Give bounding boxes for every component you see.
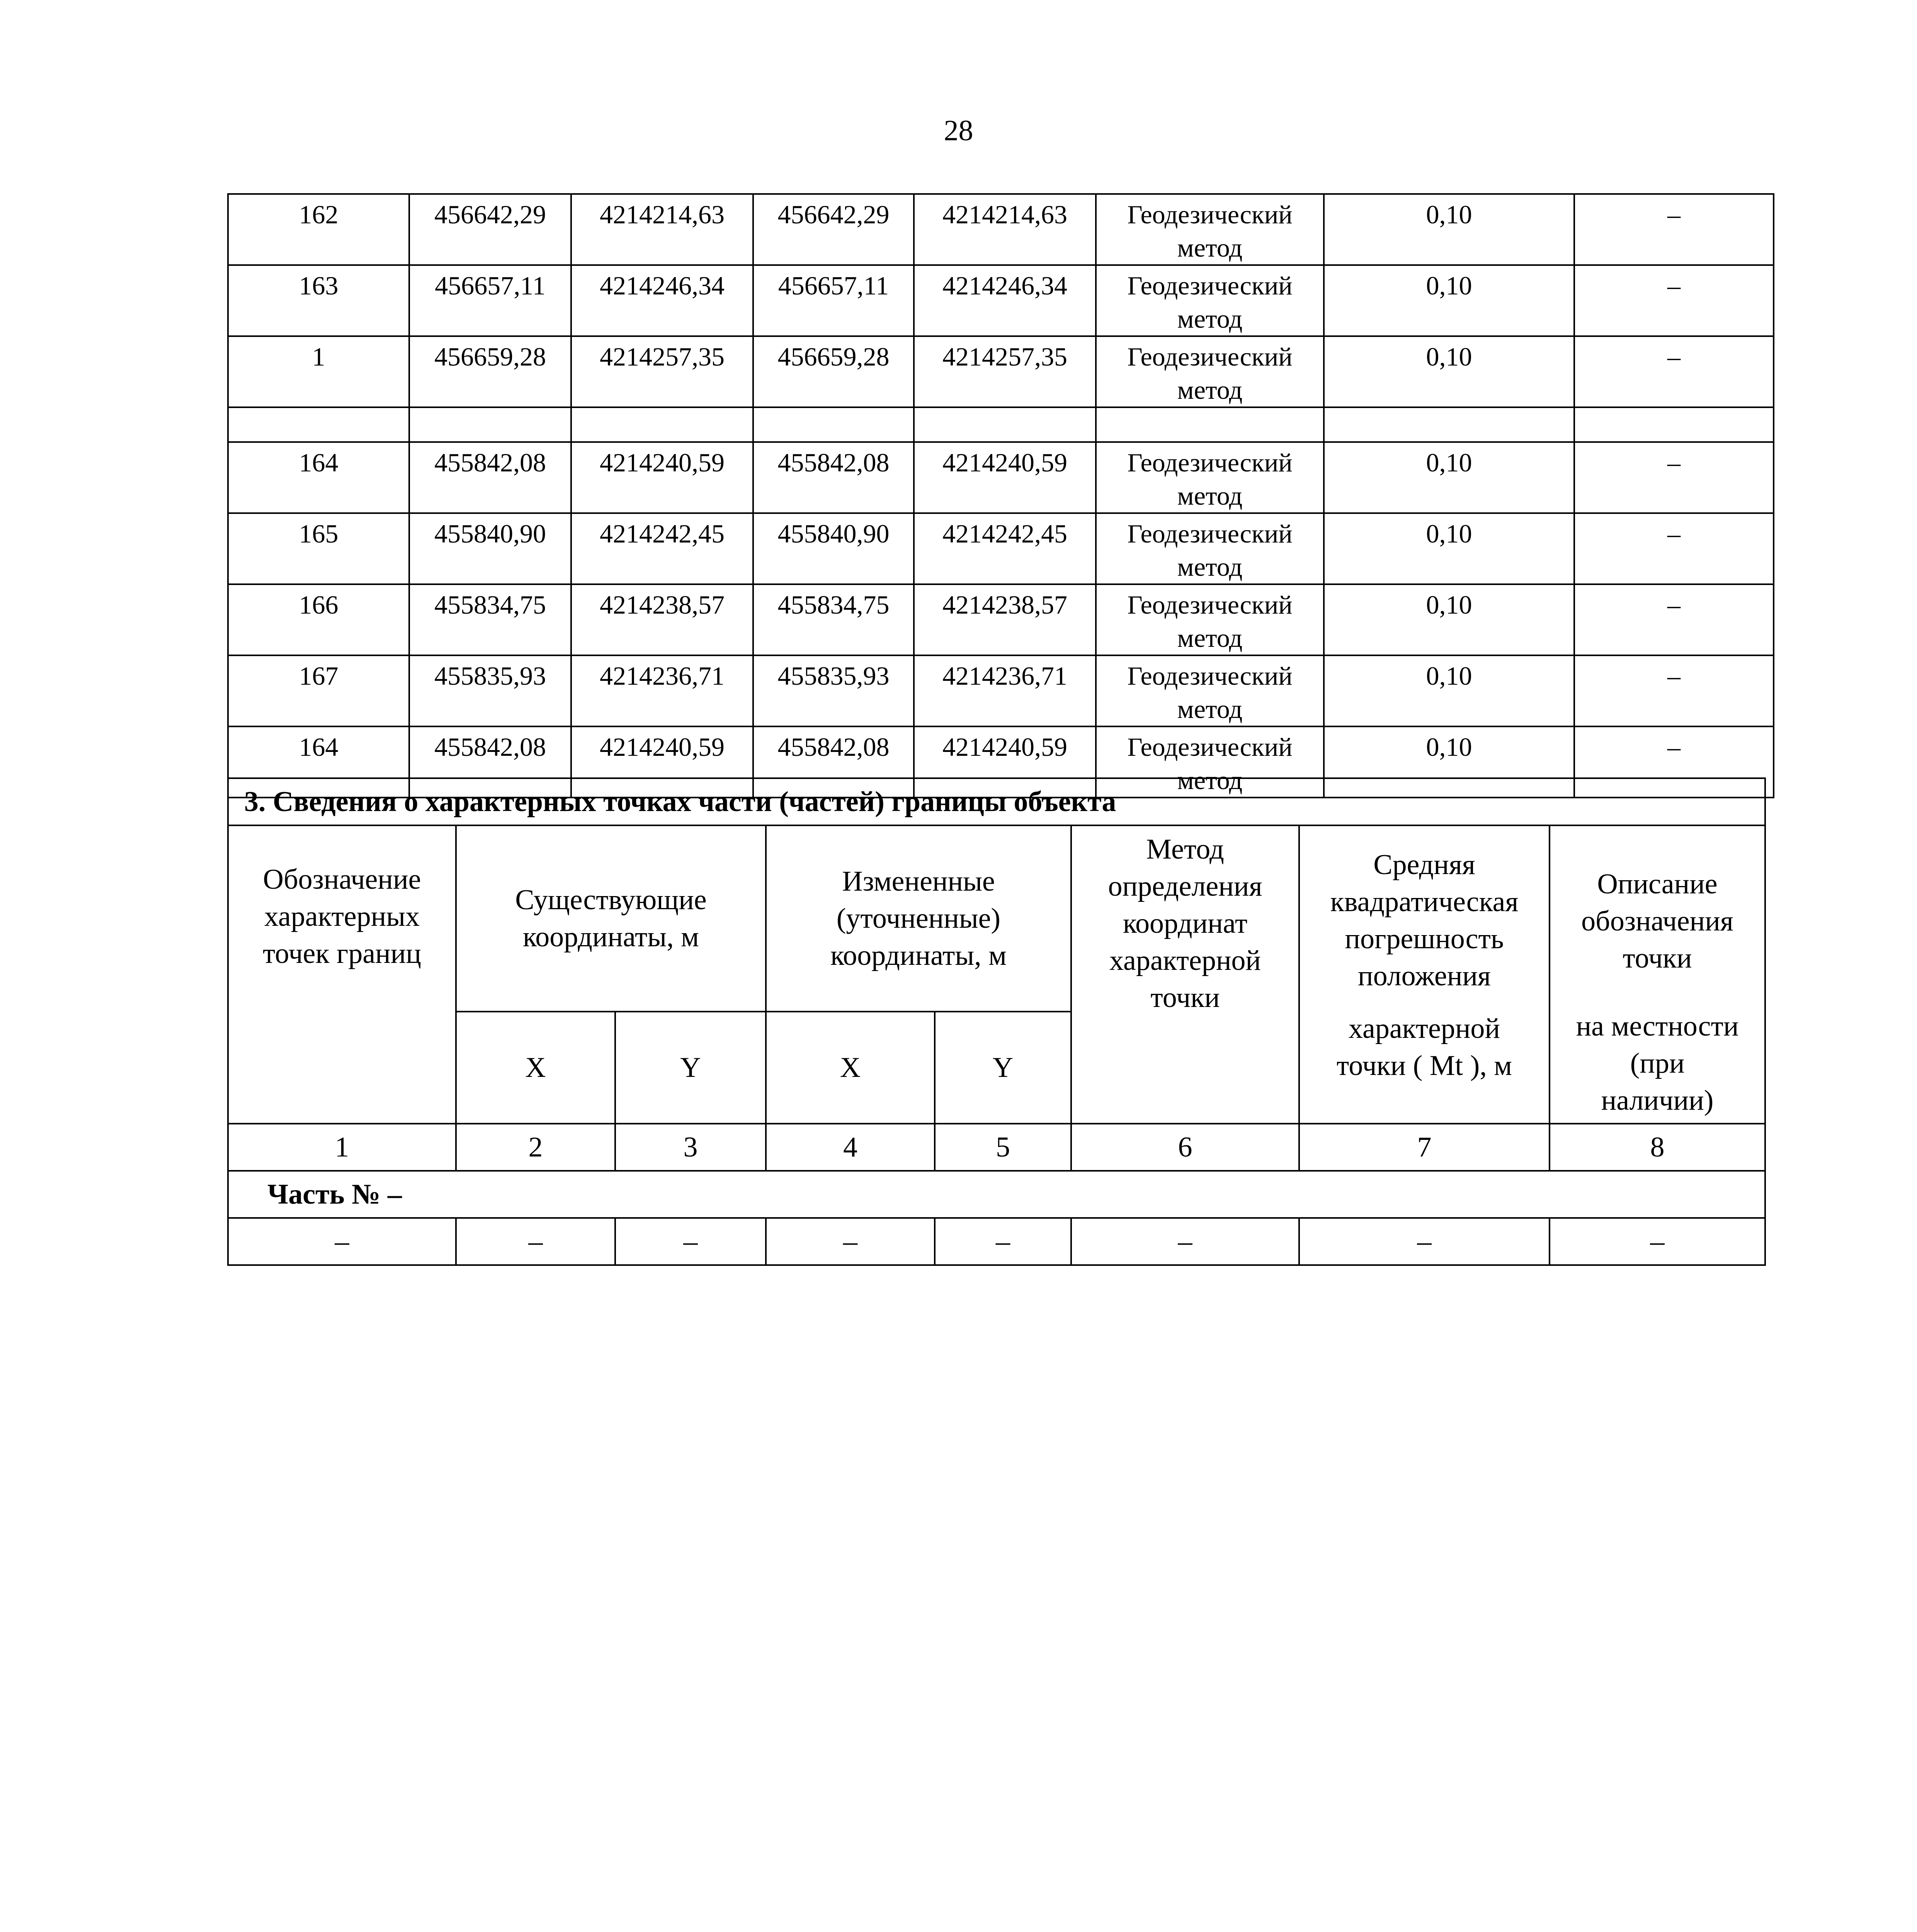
header-mean-error-top: Средняя квадратическая погрешность положения [1330,849,1519,992]
table-cell: Геодезический метод [1096,265,1324,336]
header-point-description-top: Описание обозначения точки [1581,868,1733,974]
table-cell: 455835,93 [753,655,914,726]
table-cell: 4214214,63 [914,194,1096,265]
header-changed-x: X [766,1012,935,1124]
table-row [228,265,1774,336]
header-point-description [1550,825,1765,1124]
table-cell: 164 [228,726,409,798]
table-cell: – [1574,655,1774,726]
table-cell: 163 [228,265,409,336]
table-cell: 4214246,34 [571,265,753,336]
table-cell: 0,10 [1324,513,1574,584]
table-cell: 4214238,57 [914,584,1096,655]
table-cell: 455834,75 [409,584,571,655]
header-changed-coordinates: Измененные (уточненные) координаты, м [766,825,1071,1012]
header-point-description-bottom: на местности (при наличии) [1576,1010,1739,1116]
table-cell: 4214257,35 [571,336,753,407]
table-cell: 1 [228,336,409,407]
table-cell: 0,10 [1324,194,1574,265]
table-cell: – [1574,336,1774,407]
table-cell: 4214236,71 [571,655,753,726]
header-existing-y: Y [615,1012,766,1124]
table-cell: 0,10 [1324,265,1574,336]
table-cell: – [1071,1218,1299,1265]
header-point-designation: Обозначение характерных точек границ [228,825,456,1124]
table-cell: 0,10 [1324,584,1574,655]
table-cell: 0,10 [1324,336,1574,407]
table-cell: 456642,29 [753,194,914,265]
page-number: 28 [944,114,973,147]
table-cell: – [1550,1218,1765,1265]
header-mean-error [1299,825,1550,1124]
header-method: Метод определения координат характерной точки [1071,825,1299,1124]
column-number: 8 [1550,1124,1765,1171]
table-cell: 455842,08 [753,726,914,798]
column-number: 5 [935,1124,1071,1171]
table-cell: – [1574,442,1774,513]
column-number: 1 [228,1124,456,1171]
table-cell: Геодезический метод [1096,513,1324,584]
table-cell: Геодезический метод [1096,194,1324,265]
table-cell: Геодезический метод [1096,584,1324,655]
table-cell: 162 [228,194,409,265]
table-cell: 4214240,59 [571,442,753,513]
section3-table [227,777,1766,1266]
table-row [228,407,1774,442]
table-row [228,655,1774,726]
table-cell [1096,407,1324,442]
table-cell [753,407,914,442]
table-cell: Геодезический метод [1096,336,1324,407]
table-cell: 4214238,57 [571,584,753,655]
table-cell: Геодезический метод [1096,726,1324,798]
table-cell: Геодезический метод [1096,442,1324,513]
header-existing-x: X [456,1012,615,1124]
table-cell: – [1299,1218,1550,1265]
table-cell [1324,407,1574,442]
section3-title: 3. Сведения о характерных точках части (частей) границы объекта [228,778,1765,825]
column-number: 4 [766,1124,935,1171]
table-cell [571,407,753,442]
table-cell [228,407,409,442]
table-cell: 4214214,63 [571,194,753,265]
table-cell: 4214242,45 [914,513,1096,584]
table-cell: 456657,11 [409,265,571,336]
table-cell: 456657,11 [753,265,914,336]
table-cell: 455842,08 [409,726,571,798]
table-cell: 167 [228,655,409,726]
table-cell: – [1574,584,1774,655]
table-cell: Геодезический метод [1096,655,1324,726]
table-cell: 456642,29 [409,194,571,265]
table-row [228,513,1774,584]
column-number: 6 [1071,1124,1299,1171]
table-cell: 166 [228,584,409,655]
table-cell: 455842,08 [409,442,571,513]
table-cell: 0,10 [1324,655,1574,726]
table-cell: – [935,1218,1071,1265]
column-number: 2 [456,1124,615,1171]
table-cell: – [1574,513,1774,584]
column-number: 3 [615,1124,766,1171]
table-cell: – [1574,726,1774,798]
table-cell: – [456,1218,615,1265]
table-cell: – [766,1218,935,1265]
table-cell: – [228,1218,456,1265]
table-cell: 455840,90 [753,513,914,584]
table-cell: 456659,28 [753,336,914,407]
table-cell: 0,10 [1324,442,1574,513]
table-cell [1574,407,1774,442]
header-existing-coordinates: Существующие координаты, м [456,825,766,1012]
part-label: Часть № – [228,1171,1765,1218]
table-row [228,584,1774,655]
header-mean-error-bottom: характерной точки ( Mt ), м [1336,1013,1512,1082]
table-cell: 455835,93 [409,655,571,726]
table-cell: 4214246,34 [914,265,1096,336]
table-cell: 4214257,35 [914,336,1096,407]
table-cell: – [1574,265,1774,336]
table-cell: 455840,90 [409,513,571,584]
table-cell: 455842,08 [753,442,914,513]
column-number: 7 [1299,1124,1550,1171]
table-cell: 4214242,45 [571,513,753,584]
table-cell: 456659,28 [409,336,571,407]
table-cell: 164 [228,442,409,513]
table-row [228,442,1774,513]
coordinates-table [227,193,1774,798]
header-changed-y: Y [935,1012,1071,1124]
table-cell [914,407,1096,442]
table-cell: 4214240,59 [914,726,1096,798]
table-cell [409,407,571,442]
table-cell: 165 [228,513,409,584]
table-cell: 4214236,71 [914,655,1096,726]
table-cell: 4214240,59 [914,442,1096,513]
table-cell: – [1574,194,1774,265]
table-cell: 455834,75 [753,584,914,655]
table-row [228,336,1774,407]
table-cell: 0,10 [1324,726,1574,798]
table-cell: – [615,1218,766,1265]
table-row [228,194,1774,265]
table-cell: 4214240,59 [571,726,753,798]
